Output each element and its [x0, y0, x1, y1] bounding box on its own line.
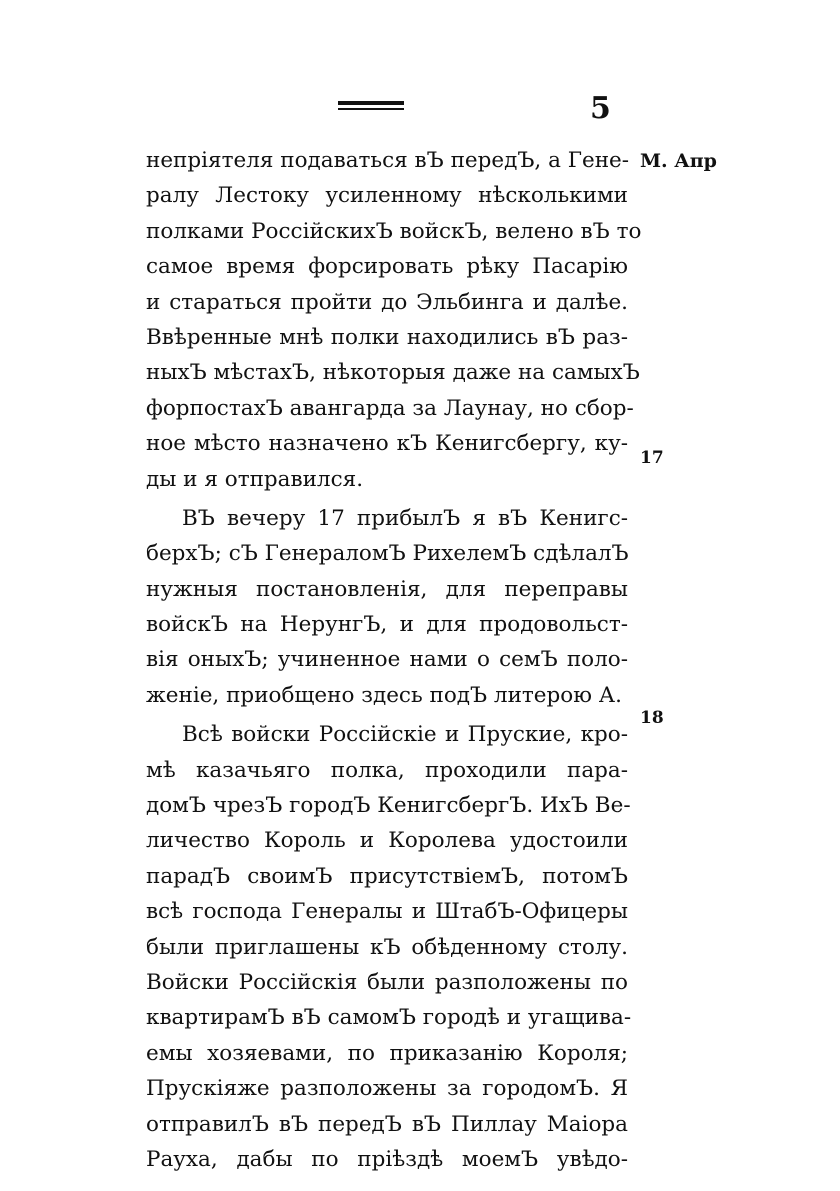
text-line: полками РоссійскихЪ войскЪ, велено вЪ то [146, 218, 642, 244]
text-line: Рауха, дабы по пріѣздѣ моемЪ увѣдо- [146, 1146, 628, 1172]
margin-note-day-17: 17 [640, 448, 664, 468]
header-rule-thin [338, 108, 404, 110]
text-line: парадЪ своимЪ присутствіемЪ, потомЪ [146, 863, 628, 889]
margin-note-month: М. Апр [640, 150, 717, 172]
body-text [146, 143, 642, 1177]
text-line: Ввѣренные мнѣ полки находились вЪ раз- [146, 324, 628, 350]
text-line: ды и я отправился. [146, 466, 364, 492]
text-line: личество Король и Королева удостоили [146, 828, 628, 854]
text-line: Войски Россійскія были разположены по [146, 969, 628, 995]
text-line: ныхЪ мѣстахЪ, нѣкоторыя даже на самыхЪ [146, 360, 640, 386]
page-number: 5 [590, 91, 611, 126]
text-line: и стараться пройти до Эльбинга и далѣе. [146, 289, 628, 315]
margin-note-day-18: 18 [640, 708, 664, 728]
header-rule-thick [338, 101, 404, 105]
text-line: домЪ чрезЪ городЪ КенигсбергЪ. ИхЪ Ве- [146, 793, 631, 819]
text-line: ралу Лестоку усиленному нѣсколькими [146, 183, 628, 209]
text-line: квартирамЪ вЪ самомЪ городѣ и угащива- [146, 1005, 632, 1031]
text-line: Прускіяже разположены за городомЪ. Я [146, 1076, 628, 1102]
text-line: женіе, приобщено здесь подЪ литерою А. [146, 682, 622, 708]
text-line: войскЪ на НерунгЪ, и для продовольст- [146, 612, 628, 638]
text-line: отправилЪ вЪ передЪ вЪ Пиллау Маіора [146, 1111, 628, 1137]
text-line: ное мѣсто назначено кЪ Кенигсбергу, ку- [146, 431, 628, 457]
text-line: вія оныхЪ; учиненное нами о семЪ поло- [146, 647, 628, 673]
text-line: берхЪ; сЪ ГенераломЪ РихелемЪ сдѣлалЪ [146, 541, 629, 567]
text-line: мѣ казачьяго полка, проходили пара- [146, 757, 628, 783]
text-line: ВЪ вечеру 17 прибылЪ я вЪ Кенигс- [182, 505, 628, 531]
header-rule [338, 101, 404, 112]
text-line: самое время форсировать рѣку Пасарію [146, 254, 628, 280]
text-line: Всѣ войски Россійскіе и Пруские, кро- [182, 722, 628, 748]
text-line: форпостахЪ авангарда за Лаунау, но сбор- [146, 395, 634, 421]
text-line: всѣ господа Генералы и ШтабЪ-Офицеры [146, 899, 628, 925]
text-line: были приглашены кЪ обѣденному столу. [146, 934, 628, 960]
text-line: непріятеля подаваться вЪ передЪ, а Гене- [146, 148, 630, 173]
text-line: нужныя постановленія, для переправы [146, 576, 628, 602]
text-line: емы хозяевами, по приказанію Короля; [146, 1040, 628, 1066]
